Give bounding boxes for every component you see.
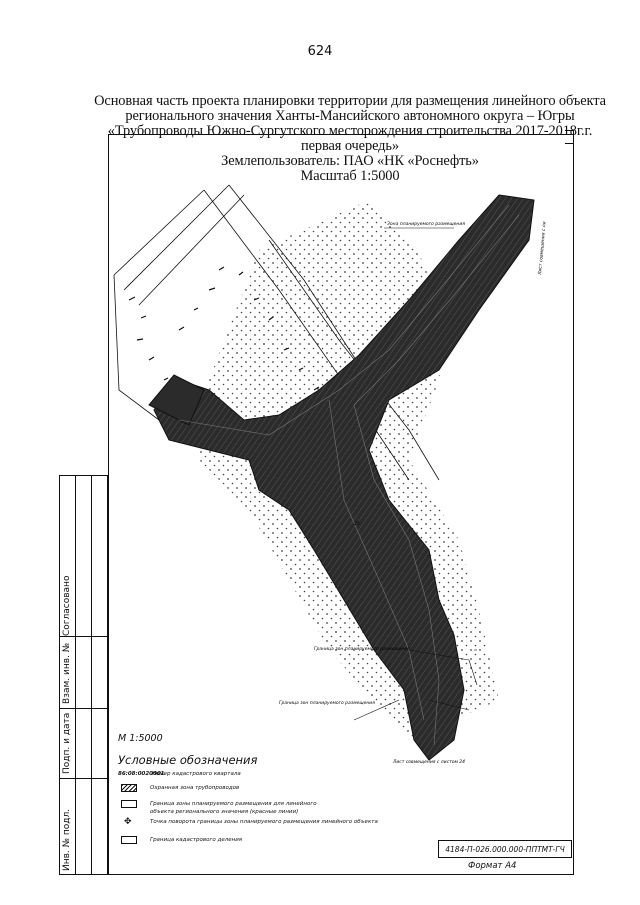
stamp-column-line (75, 476, 76, 874)
legend-scale: М 1:5000 (118, 733, 163, 744)
scale-line: Масштаб 1:5000 (300, 168, 400, 184)
frame-corner-mark (565, 130, 574, 144)
stamp-column-line (91, 476, 92, 874)
title-line-2: регионального значения Ханты-Мансийского автономного округа – Югры (125, 108, 575, 124)
stamp-agreed-label: Согласовано (62, 575, 72, 636)
legend-symbol-hatch (121, 784, 137, 792)
turn-point-icon: ✥ (124, 817, 132, 827)
stamp-replace-inv-label: Взам. инв. № (62, 642, 72, 704)
legend-item-zone-boundary: Граница зоны планируемого размещения для линейного объекта регионального значения (красные линии) (150, 801, 317, 815)
title-line-4: первая очередь» (301, 138, 399, 154)
sheet-joint-bottom-label: Лист совмещения с листом 24 (393, 760, 465, 765)
legend-symbol-cadastral (121, 836, 137, 844)
document-code: 4184-П-026.000.000-ППТМТ-ГЧ (438, 840, 572, 858)
title-line-3: «Трубопроводы Южно-Сургутского месторождения строительства 2017-2018г.г. (107, 123, 593, 139)
land-user-line: Землепользователь: ПАО «НК «Роснефть» (221, 153, 479, 169)
approval-stamp (59, 475, 108, 875)
stamp-sign-date-label: Подп. и дата (62, 712, 72, 774)
stamp-inv-orig-label: Инв. № подл. (62, 808, 72, 871)
legend-symbol-boundary (121, 800, 137, 808)
legend-title: Условные обозначения (118, 753, 258, 767)
stamp-row-line (60, 636, 107, 637)
legend-item-protection-zone: Охранная зона трубопроводов (150, 785, 240, 791)
legend-code: 86:08:0020001 (118, 771, 165, 777)
page-number: 624 (307, 44, 333, 59)
callout-top-label: Зона планируемого размещения (387, 222, 465, 227)
planning-map (109, 180, 573, 780)
callout-1-label: Граница зон планируемого размещения (314, 647, 410, 652)
legend-item-cadastral-quarter: Номер кадастрового квартала (152, 771, 241, 777)
sheet-joint-top-label: Лист совмещения с ли (538, 221, 548, 276)
stamp-row-line (60, 708, 107, 709)
callout-2-label: Граница зон планируемого размещения (279, 701, 375, 706)
legend-item-cadastral-division: Граница кадастрового деления (150, 837, 243, 843)
stamp-row-line (60, 778, 107, 779)
legend-item-turn-point: Точка поворота границы зоны планируемого размещения линейного объекта (150, 819, 378, 825)
format-label: Формат А4 (468, 861, 517, 871)
title-line-1: Основная часть проекта планировки территории для размещения линейного объекта (94, 93, 606, 109)
point-label: 25 (354, 522, 360, 527)
